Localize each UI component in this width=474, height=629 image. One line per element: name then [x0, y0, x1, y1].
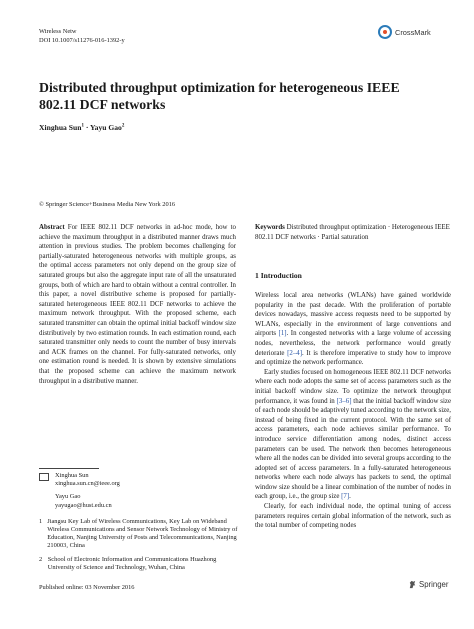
correspondent-name: Yayu Gao	[55, 493, 81, 501]
author-separator: ·	[83, 123, 90, 132]
citation-link[interactable]: [7]	[341, 493, 350, 501]
published-date: Published online: 03 November 2016	[39, 584, 135, 591]
abstract-label: Abstract	[39, 224, 65, 231]
crossmark-badge[interactable]	[378, 25, 431, 39]
paragraph-text: Clearly, for each individual node, the optimal tuning of access parameters requires certain global information of the network, such as the total number of competing nodes	[255, 503, 451, 530]
crossmark-icon	[378, 25, 392, 39]
publisher-name: Springer	[419, 580, 449, 589]
envelope-icon	[39, 473, 49, 481]
affiliation-number: 1	[39, 517, 43, 525]
citation-link[interactable]: [3–6]	[336, 397, 352, 405]
abstract-text: For IEEE 802.11 DCF networks in ad-hoc mode, how to achieve the maximum throughput in a distributed manner draws much attention in previous studies. The problem becomes challenging for partially-saturated heterogeneous networks with multiple groups, as the optimal access parameters not only depend on the group size of saturated groups but also the aggregate input rate of all the unsaturated groups, both of which are hard to obtain without a central controller. In this paper, a novel distributive scheme is proposed for partially-saturated heterogeneous IEEE 802.11 DCF networks to achieve the maximum network throughput. With the proposed scheme, each saturated transmitter can obtain the optimal initial backoff window size distributively by two estimation rounds. In each estimation round, each saturated transmitter only needs to count the number of busy intervals and ACK frames on the channel. For fully-saturated networks, only one estimation round is needed. It is shown by extensive simulations that the proposed scheme can achieve the maximum network throughput in a distributive manner.	[39, 224, 236, 385]
affiliation-number: 2	[39, 555, 43, 563]
correspondent-email[interactable]: yayugao@hust.edu.cn	[55, 501, 112, 509]
introduction-body	[255, 291, 451, 531]
doi: DOI 10.1007/s11276-016-1392-y	[39, 37, 125, 44]
correspondence-block	[39, 472, 239, 572]
paragraph-text: .	[349, 493, 351, 501]
author-name: Yayu Gao	[90, 123, 122, 132]
paragraph-text: Early studies focused on homogeneous IEEE 802.11 DCF networks where each node adopts the same set of access parameters such as the initial backoff window size. To optimize the network throughput performance, it was found in	[255, 368, 451, 405]
journal-name: Wireless Netw	[39, 28, 77, 35]
paragraph-text: Wireless local area networks (WLANs) have gained worldwide popularity in the past decade. With the proliferation of portable devices nowadays, massive access requests need to be supported by WLANs, especially in the environment of large conventions and airports	[255, 292, 451, 338]
affiliation	[39, 518, 239, 551]
paragraph-text: that the initial backoff window size of each node should be adaptively tuned according to the network size, instead of being fixed in the current protocol. With the same set of access parameters, each node achieves similar performance. To introduce service differentiation among nodes, distinct access parameters can be used. The network then becomes heterogeneous where all the nodes can be divided into several groups according to the adopted set of access parameters. In a fully-saturated heterogeneous networks where each node always has packets to send, the optimal window size should be a linear combination of the number of nodes in each group, i.e., the group size	[255, 397, 451, 501]
affiliation-mark: 2	[121, 123, 125, 129]
citation-link[interactable]: [1]	[278, 330, 287, 338]
copyright-notice: © Springer Science+Business Media New York 2016	[39, 201, 176, 208]
paragraph	[255, 502, 451, 531]
author-name: Xinghua Sun	[39, 123, 82, 132]
paragraph	[255, 291, 451, 368]
section-heading: 1 Introduction	[255, 271, 302, 280]
keywords-text: Distributed throughput optimization · Heterogeneous IEEE 802.11 DCF networks · Partial saturation	[255, 224, 450, 241]
citation-link[interactable]: [2–4]	[287, 349, 303, 357]
affiliation-mark: 1	[81, 123, 84, 129]
paper-title: Distributed throughput optimization for heterogeneous IEEE 802.11 DCF networks	[39, 80, 400, 112]
keywords-label: Keywords	[255, 224, 285, 231]
footnote-divider	[39, 468, 99, 469]
crossmark-label: CrossMark	[395, 27, 431, 37]
paragraph	[255, 368, 451, 502]
author-list	[39, 123, 124, 132]
publisher-logo	[408, 580, 448, 589]
affiliation	[39, 556, 239, 572]
affiliation-text: Jiangsu Key Lab of Wireless Communications, Key Lab on Wideband Wireless Communications and Sensor Network Technology of Ministry of Education, Nanjing University of Posts and Telecommunications, Nanjing 210003, China	[47, 517, 238, 550]
correspondence-author	[39, 472, 239, 510]
paragraph-text: . It is therefore imperative to study how to improve and optimize the network performance.	[255, 349, 452, 367]
affiliation-text: School of Electronic Information and Communications Huazhong University of Science and Technology, Wuhan, China	[47, 555, 217, 571]
correspondent-name: Xinghua Sun	[55, 472, 89, 479]
correspondent-email[interactable]: xinghua.sun.cn@ieee.org	[55, 480, 120, 488]
abstract	[39, 223, 236, 386]
paragraph-text: . In congested networks with a large volume of accessing nodes, nevertheless, the network performance would greatly deteriorate	[255, 330, 452, 357]
springer-horse-icon	[408, 580, 417, 589]
keywords	[255, 223, 451, 242]
